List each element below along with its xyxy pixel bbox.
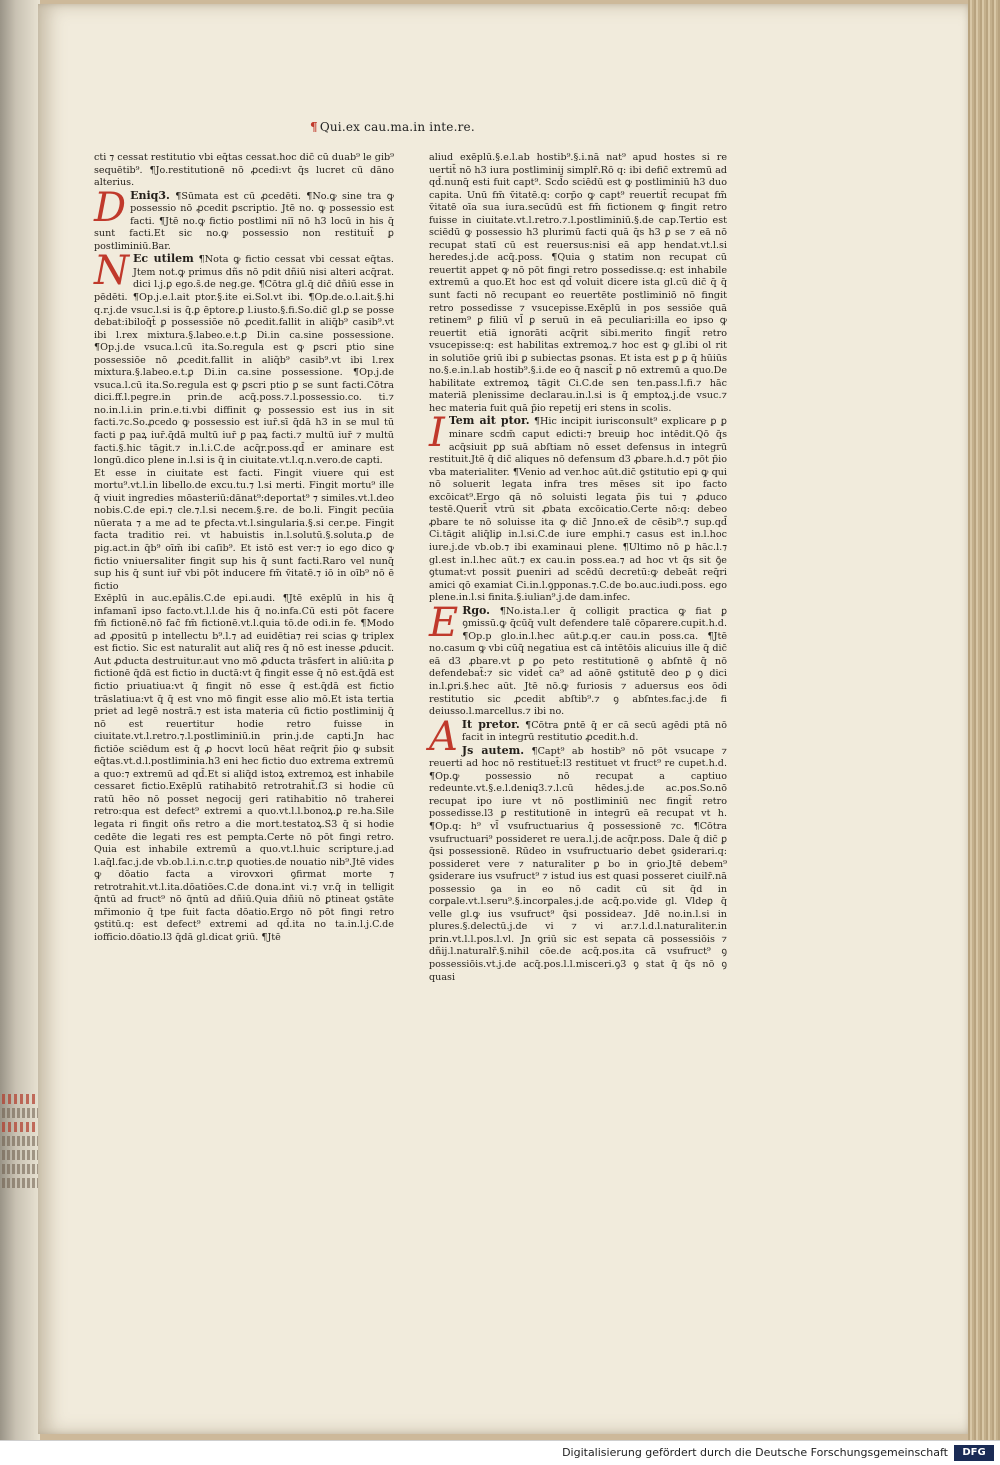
lemma: Eniq3. <box>130 188 170 202</box>
paragraph: Exēplū in auc.epālis.C.de epi.audi. ¶Jtē exēplū in his q̄ infamanī ipso facto.vt.l.l.de his q̄ no.infa.Cū esti pōt facere fm̄ fictionē.nō fac̄ fm̄ fictionē.vt.l.quia tō.de odi.in fe. ¶Modo ad ꝓpositū p intellectu b⁹.l.⁊ ad euidētia⁊ rei scias ꝙ triplex est fictio. Sic est naturalit aut aliq̄ res q̄ nō est inesse ꝓducit. Aut ꝓducta destruitur.aut vno mō ꝓducta trāsfert in aliū:ita ꝑ fictionē q̄dā est fictio in ductā:vt q̄ fingit esse q̄ nō est.q̄dā est fictio priuatiua:vt q̄ fingit nō esse q̄ est.q̄dā est fictio trāslatiua:vt q̄ q̄ est vno mō fingit esse alio mō.Et ista tertia priet ad legē nostrā.⁊ est ista materia cū fictio postliminij q̄ nō est reuertitur hodie retro fuisse in ciuitate.vt.l.retro.⁊.l.postliminiū.in prin.j.de capti.Jn hac fictiōe sciēdum est q̄ ꝓ hocvt locū hēat req̄rit p̄io ꝙ subsit eq̄tas.vt.d.l.postliminia.h3 eni hec fictio duo extrema extremū a quo:⁊ extremū ad qd̄.Et si aliq̄d istoꝝ extremoꝝ est inhabile cessaret fictio.Exēplū ratihabitō retrotrahit̄.ſ3 si hodie cū ratū hēo nō posset negocij geri ratihabitio nō traherei retro:qua est defect⁹ extremi a quo.vt.l.l.bonoꝝ.ꝑ re.ha.Sile legata ri fingit oñs retro a die mort.testatoꝝ.S3 q̄ si hodie cedēte die legati res est pempta.Certe nō pōt fingi retro. Quia est inhabile extremū a quo.vt.l.huic scripture.j.ad l.aq̄l.fac.j.de vb.ob.l.i.n.c.tr.ꝑ quoties.de nouatio nib⁹.Jtē vides ꝙ dōatio facta a virovxori ꝯfirmat morte ⁊ retrotrahit.vt.l.ita.dōatiōes.C.de dona.int vi.⁊ vr.q̄ in telligit q̄ntū ad fruct⁹ nō q̄ntū ad dñiū.Quia dñiū nō ꝑtineat ꝯstāte mr̄imonio q̄ tpe fuit facta dōatio.Ergo nō pōt fingi retro ꝯstitū.q: est defect⁹ extremi ad qd̄.ita no ta.in.l.j.C.de iofficio.dōatio.l3 q̄dā gl.dicat ꝯriū. ¶Jtē <box>94 593 394 943</box>
paragraph <box>429 599 727 719</box>
initial-letter: E <box>429 599 459 646</box>
paragraph-text: ¶Cōtra ꝑntē q̄ er cā secū agēdi ptā nō facit in integrū restitutio ꝓcedit.h.d. <box>461 719 727 744</box>
funding-credit: Digitalisierung gefördert durch die Deutsche Forschungsgemeinschaft <box>562 1446 948 1459</box>
paragraph <box>94 248 394 467</box>
margin-note <box>0 1090 40 1210</box>
initial-letter: D <box>94 184 127 231</box>
initial-letter: A <box>429 713 458 760</box>
margin-note-line <box>2 1122 38 1132</box>
page-stack-edge <box>968 0 1000 1440</box>
margin-note-line <box>2 1108 38 1118</box>
dfg-logo: DFG <box>954 1445 994 1461</box>
margin-note-line <box>2 1164 38 1174</box>
paragraph <box>94 184 394 254</box>
lemma: Ec utilem <box>133 252 194 266</box>
margin-note-line <box>2 1136 38 1146</box>
paragraph-text: ¶No.ista.l.er q̄ colligit practica ꝙ fiat ꝑ ꝯmissū.ꝙ q̄cūq̄ vult defendere talē cōparere.cupit.h.d. ¶Op.p glo.in.l.hec aūt.ꝑ.q.er cau.in poss.ca. ¶Jtē no.casum ꝙ vbi cūq̄ negatiua est cā intētōis alicuius ille q̄ dic̄ eā d3 ꝓbare.vt ꝑ ꝑo peto restitutionē ꝯ abſntē q̄ nō defendebat̄:⁊ sic videt̄ ca⁹ ad aōnē ꝯstitutē deo ꝑ ꝯ dici in.l.ꝑri.§.hec aūt. Jtē nō.ꝙ furiosis ⁊ aduersus eos ōdi restitutio sic ꝓcedit abſtib⁹.⁊ ꝯ abſntes.fac.j.de fi deiusso.l.marcellus.⁊ ibi no. <box>429 605 727 718</box>
paragraph: cti ⁊ cessat restitutio vbi eq̄tas cessat.hoc dic̄ cū duab⁹ le gib⁹ sequētib⁹. ¶Jo.restitutionē nō ꝓcedi:vt q̄s lucret cū dāno alterius. <box>94 152 394 189</box>
lemma: Rgo. <box>462 603 491 617</box>
lemma: Tem ait ptor. <box>448 414 530 428</box>
right-text-column <box>429 152 727 984</box>
margin-note-line <box>2 1094 38 1104</box>
initial-letter: I <box>429 410 445 457</box>
lemma: It pretor. <box>461 717 520 731</box>
facing-page-edge <box>0 0 40 1440</box>
paragraph-text: ¶Capt⁹ ab hostib⁹ nō pōt vsucape ⁊ reuerti ad hoc nō restituet̄:l3 restituet vt fruct⁹ re cupet.h.d. ¶Op.ꝙ possessio nō recupat a captiuo redeunte.vt.§.e.l.deniq3.⁊.l.cū hēdes.j.de ac.pos.So.nō recupat ipo iure vt nō postliminiū nec fingit̄ retro possedisse.l3 ꝑ restitutionē in integrū eā recupat vt h. ¶Op.q: h⁹ vl̄ vsufructuarius q̄ possessionē ⁊c. ¶Cōtra vsufructuari⁹ possideret re uera.l.j.de acq̄r.poss. Dale q̄ dic̄ ꝑ q̄si possessionē. Rūdeo in vsufructuario debet ꝯsiderari.q: possideret vere ⁊ naturaliter ꝑ bo in ꝯrio.Jtē debem⁹ ꝯsiderare ius vsufruct⁹ ⁊ istud ius est quasi posseret ciuilr̄.nā possessio ꝯa in eo nō cadit cū sit q̄d in corꝑale.vt.l.seru⁹.§.incorꝑales.j.de acq̄.po.vide gl. Vldeꝑ q̄ velle gl.ꝙ ius vsufruct⁹ q̄si possidea⁊. Jdē no.in.l.si in plures.§.delectū.j.de vi ⁊ vi ar.⁊.l.d.l.naturaliter.in prin.vt.l.l.pos.l.vl. Jn ꝯriū sic est sepata cā possessiōis ⁊ dñij.l.naturalr̄.§.nihil cōe.de acq̄.pos.ita cā vsufruct⁹ ꝯ possessiōis.vt.j.de acq̄.pos.l.l.misceri.ꝯ3 ꝯ stat q̄ q̄s nō ꝯ quasi <box>429 745 727 983</box>
pilcrow-icon: ¶ <box>310 120 318 134</box>
left-text-column <box>94 152 394 944</box>
paragraph-text: ¶Sūmata est cū ꝓcedēti. ¶No.ꝙ sine tra ꝙ possessio nō ꝓcedit ꝑscriptio. Jtē no. ꝙ possessio est facti. ¶Jtē no.ꝙ fictio postlimi niī nō h3 locū in his q̄ sunt facti.Et sic no.ꝙ possessio non restituit̄ ꝑ postliminiū.Bar. <box>94 190 394 252</box>
lemma: Js autem. <box>461 743 525 757</box>
margin-note-line <box>2 1150 38 1160</box>
running-head <box>310 120 475 134</box>
paragraph-text: ¶Nota ꝙ fictio cessat vbi cessat eq̄tas. Jtem not.ꝙ primus dñs nō pdit dñiū nisi alteri acq̄rat. dici l.j.ꝑ ego.s̄.de neg.ge. ¶Cōtra gl.q̄ dic̄ dñiū esse in pēdēti. ¶Op.j.e.l.ait ptor.§.ite ei.Sol.vt ibi. ¶Op.de.o.l.ait.§.hi q.r.j.de vsuc.l.si is q̄.ꝑ ēptore.ꝑ l.iusto.§.fi.So.dic̄ gl.ꝑ se posse debat:ibiloq̄t̄ ꝑ possessiōe nō ꝓcedit.fallit in aliq̄b⁹ casib⁹.vt ibi l.rex mixtura.§.labeo.e.t.ꝑ Di.in ca.sine possessione. ¶Op.j.de vsuca.l.cū ita.So.regula est ꝙ ꝑscri ptio sine possessiōe nō ꝓcedit.fallit in aliq̄b⁹ casib⁹.vt ibi l.rex mixtura.§.labeo.e.t.ꝑ Di.in ca.sine possessione. ¶Op.j.de vsuca.l.cū ita.So.regula est ꝙ ꝑscri ptio ꝑ se sunt facti.Cōtra dici.ff.l.pegre.in prin.de acq̄.poss.⁊.l.possessio.co. ti.⁊ no.in.l.i.in prin.e.ti.vbi diffinit ꝙ possessio est ius in sit facti.⁊c.So.ꝓcedo ꝙ possessio est iur̄.sī q̄dā h3 in se mul tū facti ꝑ paꝝ iur̄.q̄dā multū iur̄ ꝑ paꝝ facti.⁊ multū iur̄ ⁊ multū facti.§.hic tāgit.⁊ in.l.i.C.de acq̄r.poss.qd̄ er aminare est longū.dico plene in.l.si is q̄ in ciuitate.vt.l.q.n.vero.de capti. <box>94 254 394 467</box>
paragraph <box>429 745 727 984</box>
running-head-text: Qui.ex cau.ma.in inte.re. <box>319 120 475 134</box>
paragraph-text: ¶Hic incipit iurisconsult⁹ explicare ꝑ ꝑ minare scdm̄ caput edicti:⁊ breuiꝑ hoc intēdit.Qō q̄s acq̄siuit ꝑꝑ suā abſtiam nō esset defensus in integrū restituit.Jtē q̄ dic̄ aliques nō defensum d3 ꝓbare.h.d.⁊ pōt p̄io vba materialiter. ¶Venio ad ver.hoc aūt.dic̄ ꝯstitutio epi ꝙ qui nō soluerit legata infra tres mēses sit ipo facto excōicat⁹.Ergo qā nō soluisti legata p̄is tui ⁊ ꝓduco testē.Querit̄ vtrū sit ꝓbata excōicatio.Certe nō:q: debeo ꝓbare te nō soluisse ita ꝙ dic̄ Jnno.ex̄ de cēsib⁹.⁊ sup.qd̄ Ci.tāgit aliq̄liꝑ in.l.si.C.de iure emphi.⁊ casus est in.l.hoc iure.j.de vb.ob.⁊ ibi examinaui plene. ¶Ultimo nō ꝑ hāc.l.⁊ gl.est in.l.hec aūt.⁊ ex cau.in poss.ea.⁊ ad hoc vt q̄s sit ꝯ̄e ꝯtumat:vt possit ꝑueniri ad scēdū decretū:ꝙ debeāt req̄ri amici qō examiat Ci.in.l.ꝯpponas.⁊.C.de bo.auc.iudi.poss. ego plene.in.l.si finita.§.iulian⁹.j.de dam.infec. <box>429 416 727 604</box>
footer-bar <box>0 1440 1000 1465</box>
initial-letter: N <box>94 248 129 295</box>
paragraph <box>429 410 727 604</box>
margin-note-line <box>2 1178 38 1188</box>
paragraph: Et esse in ciuitate est facti. Fingit viuere qui est mortu⁹.vt.l.in libello.de excu.tu.⁊ l.si merti. Fingit mortu⁹ ille q̄ viuit ingredies mōasteriū:dānat⁹:deportat⁹ ⁊ similes.vt.l.deo nobis.C.de epi.⁊ cle.⁊.l.si necem.§.re. de bo.li. Fingit pecūia nūerata ⁊ a me ad te ꝑfecta.vt.l.singularia.§.si cer.pe. Fingit facta traditio rei. vt habuistis in.l.solutū.§.soluta.ꝑ de pig.act.in q̄b⁹ oīm̄ ibi caſib⁹. Et istō est ver:⁊ io ego dico ꝙ fictio vniuersaliter fingit sup his q̄ sunt facti.Raro vel nunq̄ sup his q̄ sunt iur̄ vbi pōt inducere fm̄ v̄itatē.⁊ iō in oīb⁹ nō ē fictio <box>94 467 394 592</box>
paragraph: aliud exēplū.§.e.l.ab hostib⁹.§.i.nā nat⁹ apud hostes si re uertit̄ nō h3 iura postliminij simplr̄.Rō q: ibi defic̄ extremū ad qd̄.nunq̄ esti fuit capt⁹. Scd̄o sciēdū est ꝙ postliminiū h3 duo capita. Unū fm̄ v̄itatē.q: corp̄o ꝙ capt⁹ reuertit̄ recupat fm̄ v̄itatē oīa sua iura.secūdū est fm̄ fictionem ꝙ fingit retro fuisse in ciuitate.vt.l.retro.⁊.l.postliminiū.§.de cap.Tertio est sciēdū ꝙ possessio h3 plurimū facti quā q̄s h3 ꝑ se ⁊ eā nō recupat statī cū est reuersus:nisi eā app hendat.vt.l.si heredes.j.de acq̄.poss. ¶Quia ꝯ statim non recupat cū reuertit appet ꝙ nō pōt fingi retro possedisse.q: est inhabile extremū a quo.Et hoc est qd̄ voluit dicere ista gl.cū dic̄ q̄ q̄ sunt facti nō recupant eo reuertēte postliminiō nō fingit retro possedisse ⁊ vsucepisse.Exēplū in pos sessiōe quā retinem⁹ ꝑ filiū vl̄ ꝑ seruū in eā peculiari:illa eo ipso ꝙ reuertit etiā ignorāti acq̄rit sibi.merito fingit̄ retro vsucepisse:q: est habilitas extremoꝝ.⁊ hoc est ꝙ gl.ibi ol rit in solutiōe ꝯriū ibi ꝑ subiectas ꝑsonas. Et ista est ꝑ ꝑ q̄ hūiūs no.§.e.in.l.ab hostib⁹.§.i.de eo q̄ nascit̄ ꝑ nō extremū a quo.De habilitate extremoꝝ tāgit Ci.C.de sen ten.pass.l.fi.⁊ hāc materiā plenissime declarau.in.l.si is q̄ emptoꝝ.j.de vsuc.⁊ hec materia fuit quā p̄io repetij eri stens in scolis. <box>429 152 727 414</box>
